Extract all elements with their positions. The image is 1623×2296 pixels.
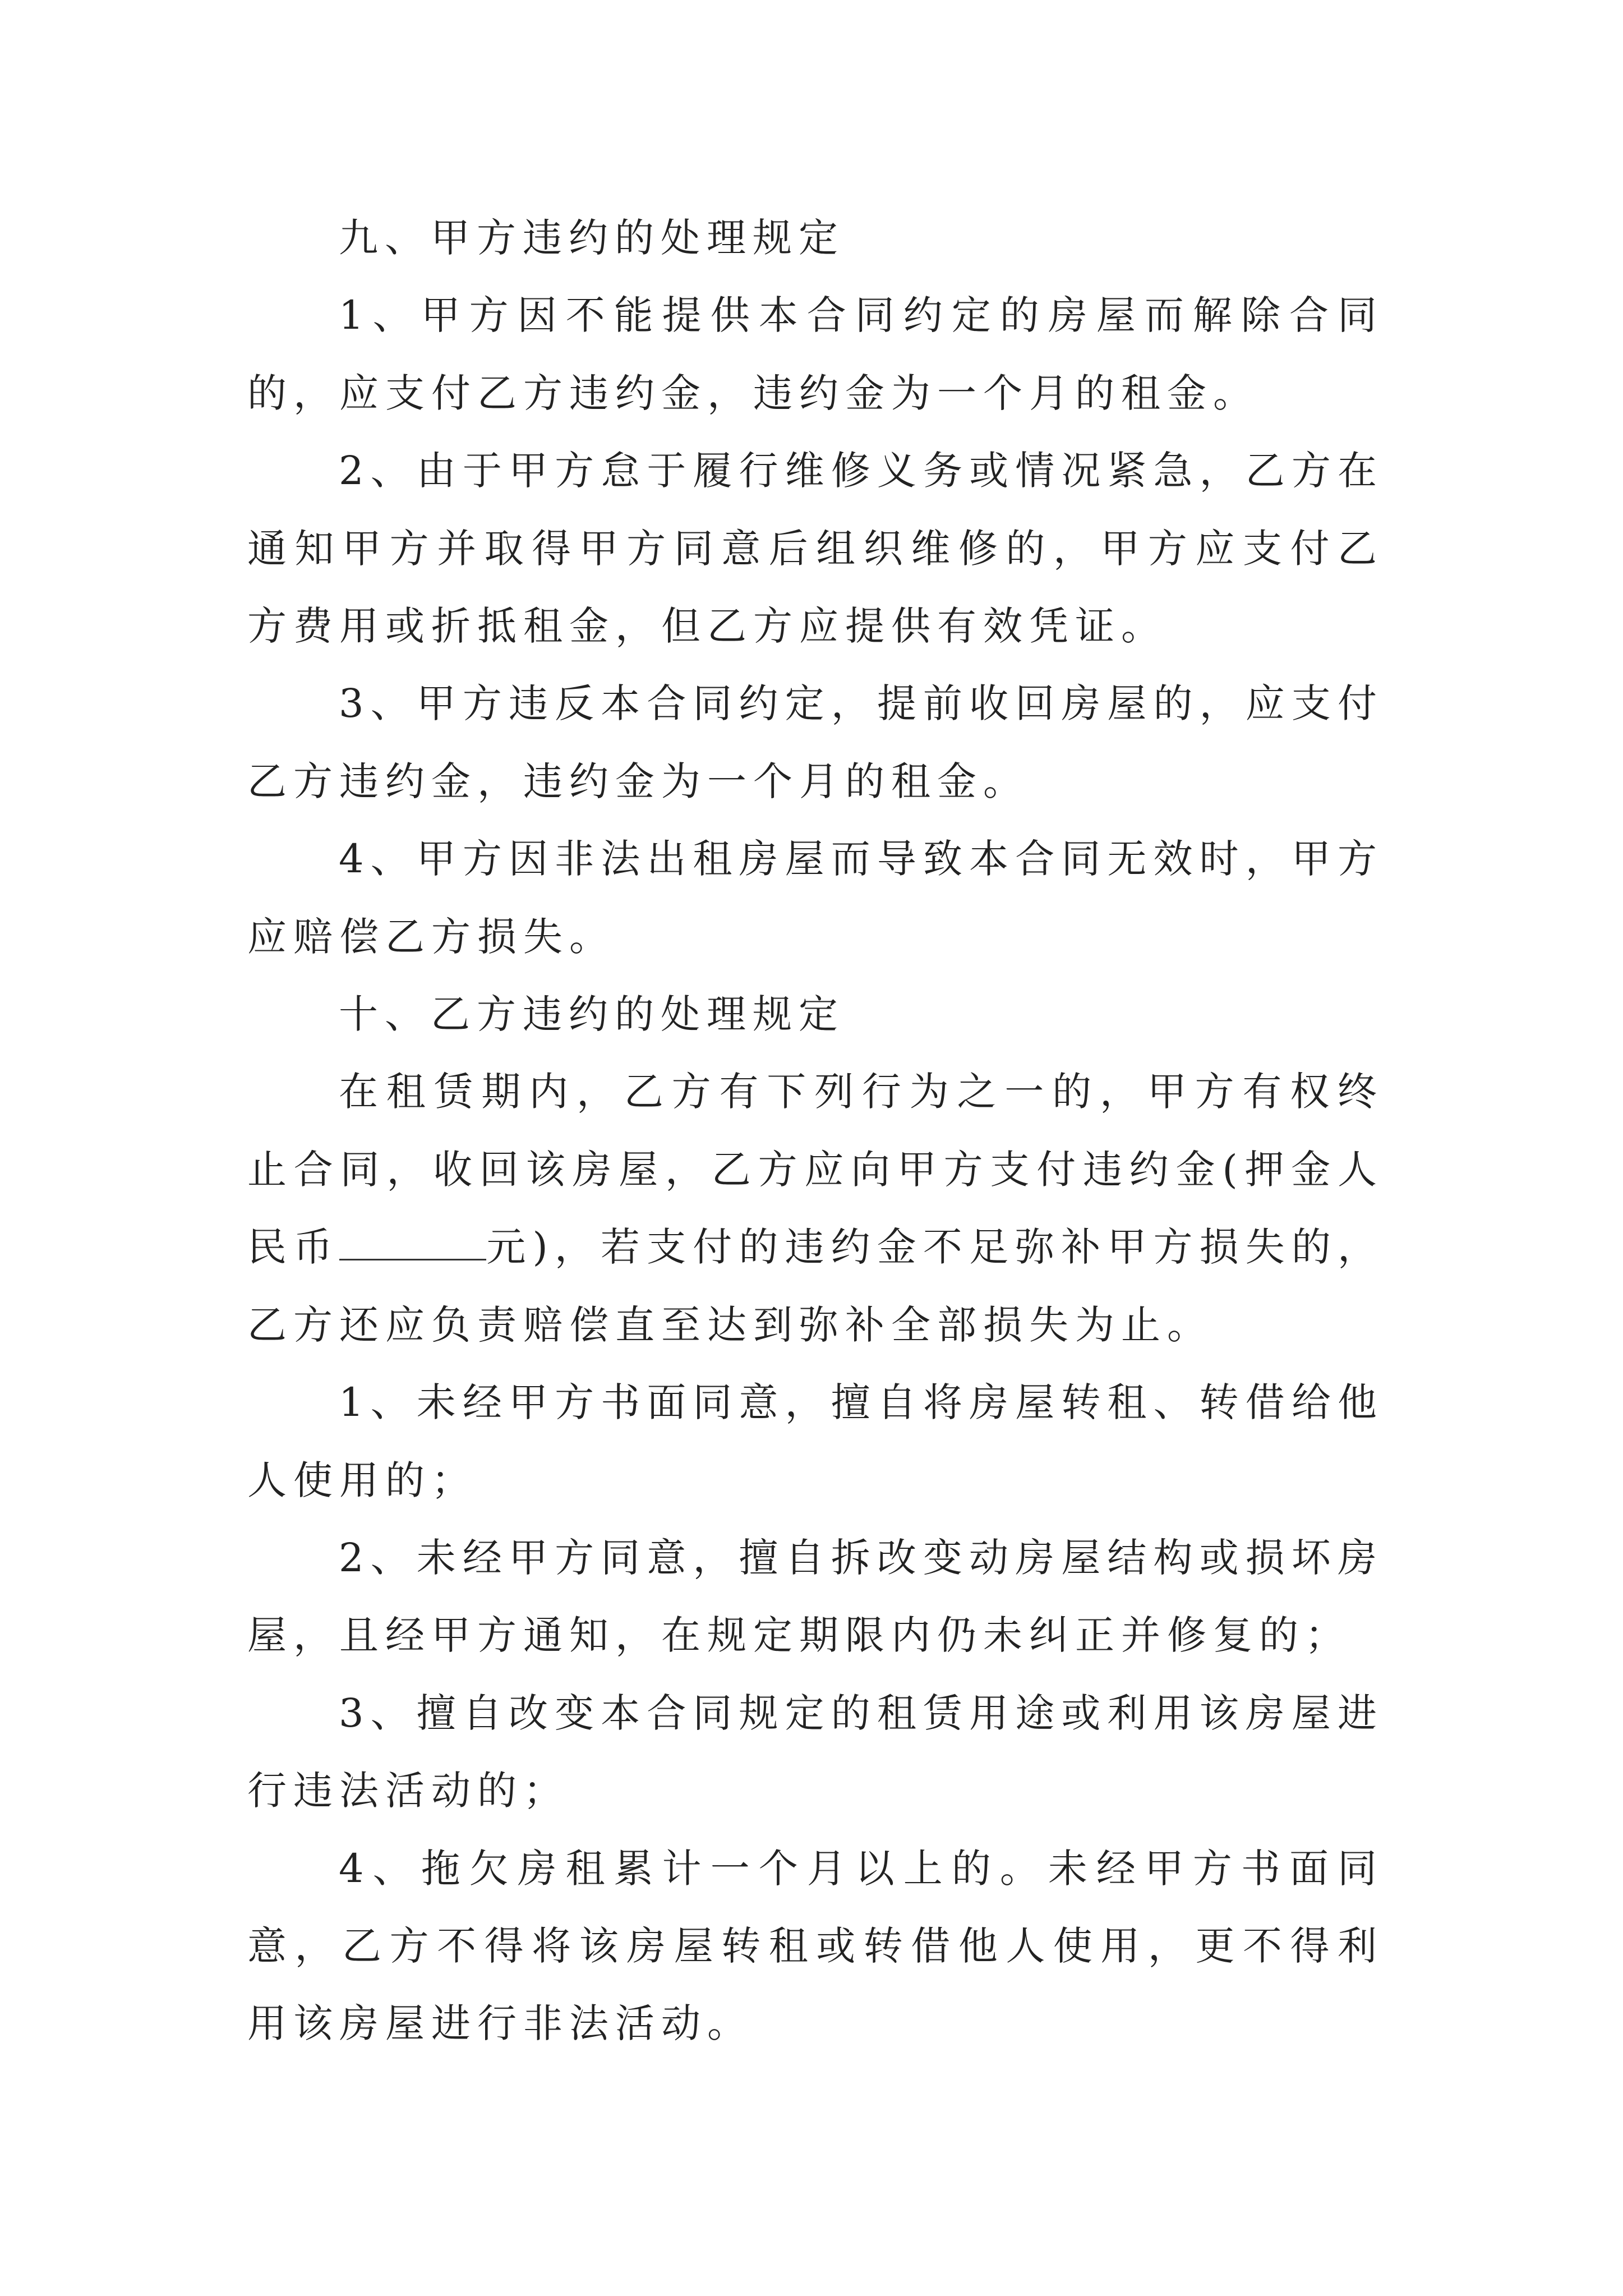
clause-9-1: 1、甲方因不能提供本合同约定的房屋而解除合同的，应支付乙方违约金，违约金为一个月的租金。 (247, 292, 1384, 416)
section-heading-9: 九、甲方违约的处理规定 (339, 215, 845, 261)
clause-10-intro-text-after: 元)，若支付的违约金不足弥补甲方损失的，乙方还应负责赔偿直至达到弥补全部损失为止。 (247, 1224, 1384, 1348)
clause-9-4: 4、甲方因非法出租房屋而导致本合同无效时，甲方应赔偿乙方损失。 (247, 836, 1384, 960)
clause-10-1: 1、未经甲方书面同意，擅自将房屋转租、转借给他人使用的； (247, 1379, 1384, 1503)
clause-9-2: 2、由于甲方怠于履行维修义务或情况紧急，乙方在通知甲方并取得甲方同意后组织维修的，甲方应支付乙方费用或折抵租金，但乙方应提供有效凭证。 (247, 448, 1384, 650)
document-body (247, 199, 1384, 2063)
clause-10-intro-text-before: 在租赁期内，乙方有下列行为之一的，甲方有权终止合同，收回该房屋，乙方应向甲方支付违约金(押金人民币 (247, 1069, 1384, 1271)
clause-10-4: 4、拖欠房租累计一个月以上的。未经甲方书面同意，乙方不得将该房屋转租或转借他人使用，更不得利用该房屋进行非法活动。 (247, 1845, 1384, 2047)
deposit-amount-blank (339, 1223, 486, 1260)
section-heading-10: 十、乙方违约的处理规定 (339, 991, 845, 1038)
clause-10-2: 2、未经甲方同意，擅自拆改变动房屋结构或损坏房屋，且经甲方通知，在规定期限内仍未纠正并修复的； (247, 1534, 1384, 1659)
clause-10-3: 3、擅自改变本合同规定的租赁用途或利用该房屋进行违法活动的； (247, 1690, 1384, 1814)
clause-9-3: 3、甲方违反本合同约定，提前收回房屋的，应支付乙方违约金，违约金为一个月的租金。 (247, 680, 1384, 804)
clause-10-intro (247, 1053, 1384, 1364)
